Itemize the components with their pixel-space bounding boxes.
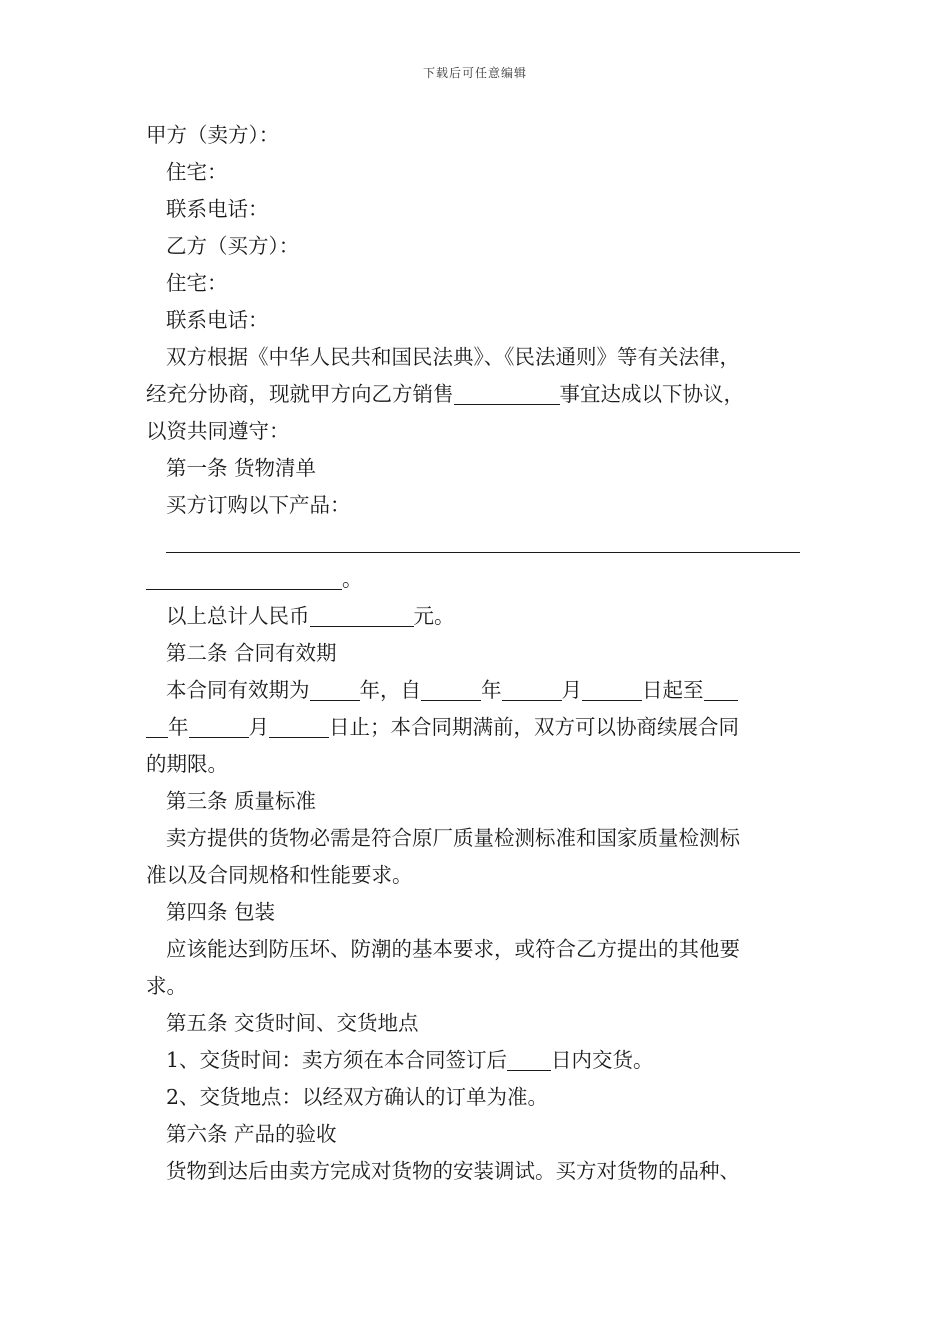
intro-line-1: 双方根据《中华人民共和国民法典》、《民法通则》等有关法律， [166,345,740,369]
party-b-phone: 联系电话： [166,308,269,332]
intro-line-2-end: 事宜达成以下协议， [559,382,744,406]
delivery-time-end: 日内交货。 [551,1048,654,1072]
validity-line-1 [146,672,816,709]
article-3-line-2: 准以及合同规格和性能要求。 [146,863,413,887]
article-4-line-2: 求。 [146,974,187,998]
validity-line-3: 的期限。 [146,752,228,776]
validity-line-2 [146,709,816,746]
article-1-text: 买方订购以下产品： [166,493,351,517]
start-day-label: 日起至 [642,678,704,702]
delivery-time-label: 1、交货时间：卖方须在本合同签订后 [166,1048,508,1072]
start-year-blank[interactable] [421,678,481,701]
start-day-blank[interactable] [582,678,642,701]
party-a-address: 住宅： [166,160,228,184]
article-6-title: 第六条 产品的验收 [166,1122,337,1146]
article-3-line-1: 卖方提供的货物必需是符合原厂质量检测标准和国家质量检测标 [166,826,740,850]
validity-from-label: 年，自 [359,678,421,702]
article-4-title: 第四条 包装 [166,900,276,924]
article-6-line-1: 货物到达后由卖方完成对货物的安装调试。买方对货物的品种、 [166,1159,740,1183]
article-1-title: 第一条 货物清单 [166,456,317,480]
party-b-title: 乙方（买方）： [166,234,300,258]
total-amount-blank[interactable] [310,604,414,627]
delivery-days-blank[interactable] [507,1048,551,1071]
end-year-blank-part-1[interactable] [704,678,738,701]
end-day-blank[interactable] [269,715,329,738]
party-b-address: 住宅： [166,271,228,295]
total-label: 以上总计人民币 [166,604,310,628]
total-line [146,598,816,635]
start-year-label: 年 [481,678,502,702]
end-month-label: 月 [248,715,269,739]
article-3-title: 第三条 质量标准 [166,789,317,813]
intro-line-3: 以资共同遵守： [146,419,290,443]
page-header-note: 下载后可任意编辑 [422,66,527,80]
product-list-line-1 [146,524,816,561]
end-month-blank[interactable] [189,715,249,738]
product-list-line-2 [146,561,816,598]
delivery-place-line: 2、交货地点：以经双方确认的订单为准。 [166,1085,549,1109]
end-day-text: 日止；本合同期满前，双方可以协商续展合同 [329,715,739,739]
start-month-blank[interactable] [502,678,562,701]
end-year-label: 年 [168,715,189,739]
contract-body [146,117,816,1190]
end-year-blank-part-2[interactable] [146,715,168,738]
intro-line-2-start: 经充分协商，现就甲方向乙方销售 [146,382,454,406]
article-2-title: 第二条 合同有效期 [166,641,337,665]
party-a-title: 甲方（卖方）： [146,123,280,147]
article-5-title: 第五条 交货时间、交货地点 [166,1011,419,1035]
start-month-label: 月 [561,678,582,702]
validity-years-blank[interactable] [310,678,360,701]
product-list-blank-1[interactable] [166,530,800,553]
party-a-phone: 联系电话： [166,197,269,221]
product-list-end: 。 [342,567,363,591]
validity-label: 本合同有效期为 [166,678,310,702]
total-unit: 元。 [413,604,455,628]
delivery-time-line [146,1042,816,1079]
product-list-blank-2[interactable] [146,567,342,590]
article-4-line-1: 应该能达到防压坏、防潮的基本要求，或符合乙方提出的其他要 [166,937,740,961]
intro-line-2 [146,376,816,413]
product-name-blank[interactable] [454,382,560,405]
